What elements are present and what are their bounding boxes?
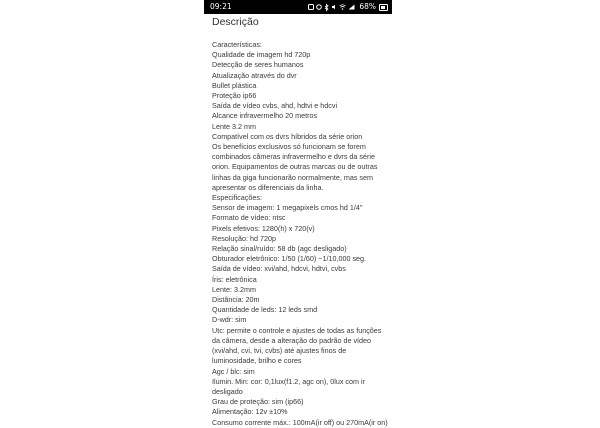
description-line: Íris: eletrônica — [212, 274, 257, 284]
description-line: orion. Equipamentos de outras marcas ou de outras — [212, 162, 378, 172]
mute-icon — [331, 4, 337, 10]
alarm-icon — [316, 4, 322, 10]
description-line: combinados câmeras infravermelho e dvrs da série — [212, 152, 375, 162]
description-line: Formato de vídeo: ntsc — [212, 213, 286, 223]
description-line: Bullet plástica — [212, 80, 257, 90]
description-text — [212, 40, 390, 428]
description-line: Utc: permite o controle e ajustes de todas as funções — [212, 325, 382, 335]
wifi-icon — [339, 4, 346, 10]
description-line: linhas da giga funcionarão normalmente, mas sem — [212, 172, 374, 182]
phone-screen — [204, 0, 392, 427]
description-line: Qualidade de imagem hd 720p — [212, 50, 311, 60]
description-line: apresentar os diferenciais da linha. — [212, 182, 324, 192]
description-line: Consumo corrente máx.: 100mA(ir off) ou 270mA(ir on) — [212, 417, 388, 427]
notification-icon — [308, 4, 314, 10]
description-line: Distância: 20m — [212, 295, 260, 305]
description-line: Pixels efetivos: 1280(h) x 720(v) — [212, 223, 315, 233]
description-line: Alcance infravermelho 20 metros — [212, 111, 318, 121]
description-line: desligado — [212, 386, 243, 396]
status-bar — [204, 0, 392, 14]
page-title: Descrição — [212, 16, 259, 28]
status-time: 09:21 — [210, 2, 232, 11]
description-line: Detecção de seres humanos — [212, 60, 304, 70]
description-line: Alimentação: 12v ±10% — [212, 407, 288, 417]
battery-percentage: 68% — [359, 2, 376, 11]
signal-icon — [348, 4, 355, 10]
description-line: Relação sinal/ruído: 58 db (agc desligado) — [212, 244, 347, 254]
description-line: Grau de proteção: sim (ip66) — [212, 397, 304, 407]
description-line: Obturador eletrônico: 1/50 (1/60) ~1/10,000 seg. — [212, 254, 367, 264]
description-line: Compatível com os dvrs híbridos da série orion — [212, 131, 363, 141]
description-line: Lente 3.2 mm — [212, 121, 256, 131]
description-line: Lente: 3.2mm — [212, 284, 256, 294]
description-line: luminosidade, brilho e cores — [212, 356, 302, 366]
description-line: Agc / blc: sim — [212, 366, 255, 376]
status-icons — [308, 0, 388, 14]
description-line: Quantidade de leds: 12 leds smd — [212, 305, 318, 315]
description-line: Saída de vídeo: xvi/ahd, hdcvi, hdtvi, cvbs — [212, 264, 346, 274]
description-line: Proteção ip66 — [212, 91, 257, 101]
description-line: da câmera, desde a alteração do padrão de vídeo — [212, 335, 372, 345]
description-line: Características: — [212, 40, 262, 49]
battery-icon — [379, 4, 388, 11]
bluetooth-icon — [324, 4, 329, 11]
description-line: Os benefícios exclusivos só funcionam se forem — [212, 142, 366, 152]
description-line: Especificações: — [212, 193, 262, 203]
description-line: D-wdr: sim — [212, 315, 247, 325]
description-line: Saída de vídeo cvbs, ahd, hdtvi e hdcvi — [212, 101, 338, 111]
description-line: Resolução: hd 720p — [212, 233, 276, 243]
description-line: Atualização através do dvr — [212, 70, 297, 80]
description-line: Ilumin. Min: cor: 0,1lux(f1.2, agc on), 0lux com ir — [212, 376, 365, 386]
description-line: (xvi/ahd, cvi, tvi, cvbs) até ajustes finos de — [212, 346, 347, 356]
description-line: Sensor de imagem: 1 megapixels cmos hd 1/4" — [212, 203, 363, 213]
